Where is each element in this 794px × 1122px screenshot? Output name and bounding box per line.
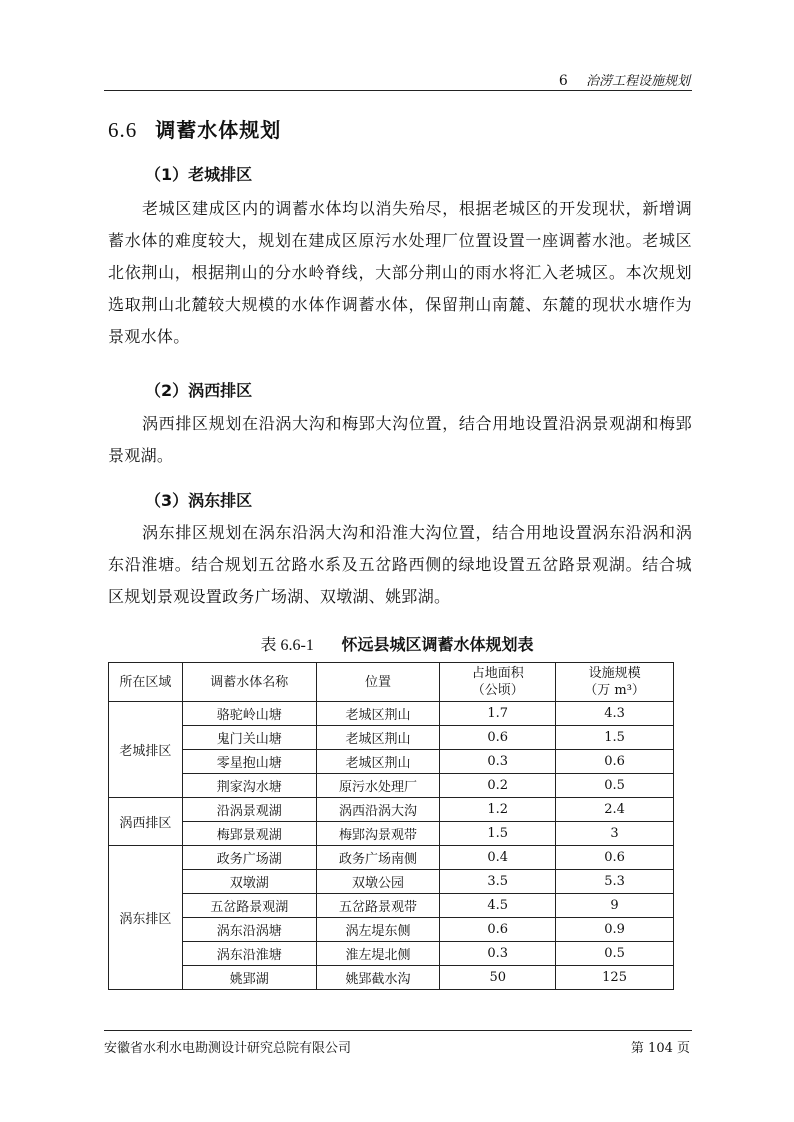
table-number: 表 6.6-1 (260, 637, 314, 654)
table-row (109, 966, 674, 990)
header-occupy (440, 663, 556, 702)
location-cell: 双墩公园 (316, 870, 440, 894)
area-ha-cell: 0.6 (440, 726, 556, 750)
area-ha-cell: 4.5 (440, 894, 556, 918)
area-ha-cell: 0.2 (440, 774, 556, 798)
location-cell: 姚郢截水沟 (316, 966, 440, 990)
location-cell: 原污水处理厂 (316, 774, 440, 798)
table-row (109, 822, 674, 846)
location-cell: 涡左堤东侧 (316, 918, 440, 942)
area-ha-cell: 0.6 (440, 918, 556, 942)
subsection-title-3: （3）涡东排区 (145, 491, 253, 510)
name-cell: 涡东沿淮塘 (182, 942, 316, 966)
header-chapter-number: 6 (558, 73, 568, 89)
scale-cell: 0.9 (556, 918, 674, 942)
footer-company: 安徽省水利水电勘测设计研究总院有限公司 (104, 1041, 352, 1056)
paragraph-2: 涡西排区规划在沿涡大沟和梅郢大沟位置，结合用地设置沿涡景观湖和梅郢景观湖。 (108, 414, 692, 465)
scale-cell: 4.3 (556, 702, 674, 726)
table-row (109, 774, 674, 798)
area-ha-cell: 1.2 (440, 798, 556, 822)
table-row (109, 702, 674, 726)
scale-cell: 0.6 (556, 750, 674, 774)
name-cell: 姚郢湖 (182, 966, 316, 990)
location-cell: 老城区荆山 (316, 702, 440, 726)
subsection-title-2: （2）涡西排区 (145, 381, 253, 400)
table-row (109, 846, 674, 870)
paragraph-3: 涡东排区规划在涡东沿涡大沟和沿淮大沟位置，结合用地设置涡东沿涡和涡东沿淮塘。结合规划五岔路水系及五岔路西侧的绿地设置五岔路景观湖。结合城区规划景观设置政务广场湖、双墩湖、姚郢湖。 (108, 523, 692, 606)
footer-page-number: 第 104 页 (630, 1041, 690, 1056)
location-cell: 淮左堤北侧 (316, 942, 440, 966)
header-chapter (559, 70, 690, 89)
location-cell: 五岔路景观带 (316, 894, 440, 918)
table-row (109, 942, 674, 966)
page-header (104, 66, 692, 91)
location-cell: 老城区荆山 (316, 750, 440, 774)
name-cell: 荆家沟水塘 (182, 774, 316, 798)
table-row (109, 894, 674, 918)
name-cell: 骆驼岭山塘 (182, 702, 316, 726)
scale-cell: 2.4 (556, 798, 674, 822)
table-row (109, 750, 674, 774)
area-ha-cell: 1.5 (440, 822, 556, 846)
header-area: 所在区域 (109, 663, 183, 702)
area-ha-cell: 1.7 (440, 702, 556, 726)
scale-cell: 0.6 (556, 846, 674, 870)
scale-cell: 9 (556, 894, 674, 918)
name-cell: 鬼门关山塘 (182, 726, 316, 750)
area-ha-cell: 0.3 (440, 750, 556, 774)
scale-cell: 0.5 (556, 942, 674, 966)
name-cell: 双墩湖 (182, 870, 316, 894)
header-location: 位置 (316, 663, 440, 702)
name-cell: 政务广场湖 (182, 846, 316, 870)
name-cell: 五岔路景观湖 (182, 894, 316, 918)
table-row (109, 918, 674, 942)
header-scale (556, 663, 674, 702)
header-name: 调蓄水体名称 (182, 663, 316, 702)
area-ha-cell: 3.5 (440, 870, 556, 894)
subsection-title-1: （1）老城排区 (145, 165, 253, 184)
table-title: 怀远县城区调蓄水体规划表 (341, 635, 534, 654)
scale-cell: 0.5 (556, 774, 674, 798)
location-cell: 老城区荆山 (316, 726, 440, 750)
area-cell: 涡西排区 (109, 798, 183, 846)
area-ha-cell: 0.4 (440, 846, 556, 870)
header-chapter-title: 治涝工程设施规划 (585, 74, 690, 89)
area-cell: 老城排区 (109, 702, 183, 798)
location-cell: 梅郢沟景观带 (316, 822, 440, 846)
page-footer (104, 1030, 692, 1056)
header-scale-line2: （万 m³） (584, 683, 645, 698)
scale-cell: 3 (556, 822, 674, 846)
storage-plan-table (108, 662, 674, 990)
table-row (109, 870, 674, 894)
scale-cell: 5.3 (556, 870, 674, 894)
name-cell: 梅郢景观湖 (182, 822, 316, 846)
scale-cell: 125 (556, 966, 674, 990)
name-cell: 涡东沿涡塘 (182, 918, 316, 942)
name-cell: 零星抱山塘 (182, 750, 316, 774)
area-ha-cell: 50 (440, 966, 556, 990)
section-title-text: 调蓄水体规划 (155, 118, 282, 142)
table-caption (0, 632, 794, 655)
section-title (108, 114, 281, 143)
location-cell: 涡西沿涡大沟 (316, 798, 440, 822)
area-cell: 涡东排区 (109, 846, 183, 990)
table-row (109, 726, 674, 750)
table-row (109, 798, 674, 822)
scale-cell: 1.5 (556, 726, 674, 750)
header-occupy-line1: 占地面积 (471, 666, 524, 681)
header-scale-line1: 设施规模 (588, 666, 641, 681)
area-ha-cell: 0.3 (440, 942, 556, 966)
table-header-row (109, 663, 674, 702)
section-number: 6.6 (108, 118, 138, 142)
name-cell: 沿涡景观湖 (182, 798, 316, 822)
location-cell: 政务广场南侧 (316, 846, 440, 870)
paragraph-1: 老城区建成区内的调蓄水体均以消失殆尽，根据老城区的开发现状，新增调蓄水体的难度较大，规划在建成区原污水处理厂位置设置一座调蓄水池。老城区北依荆山，根据荆山的分水岭脊线，大部分荆山的雨水将汇入老城区。本次规划选取荆山北麓较大规模的水体作调蓄水体，保留荆山南麓、东麓的现状水塘作为景观水体。 (108, 199, 692, 346)
header-occupy-line2: （公顷） (471, 683, 524, 698)
